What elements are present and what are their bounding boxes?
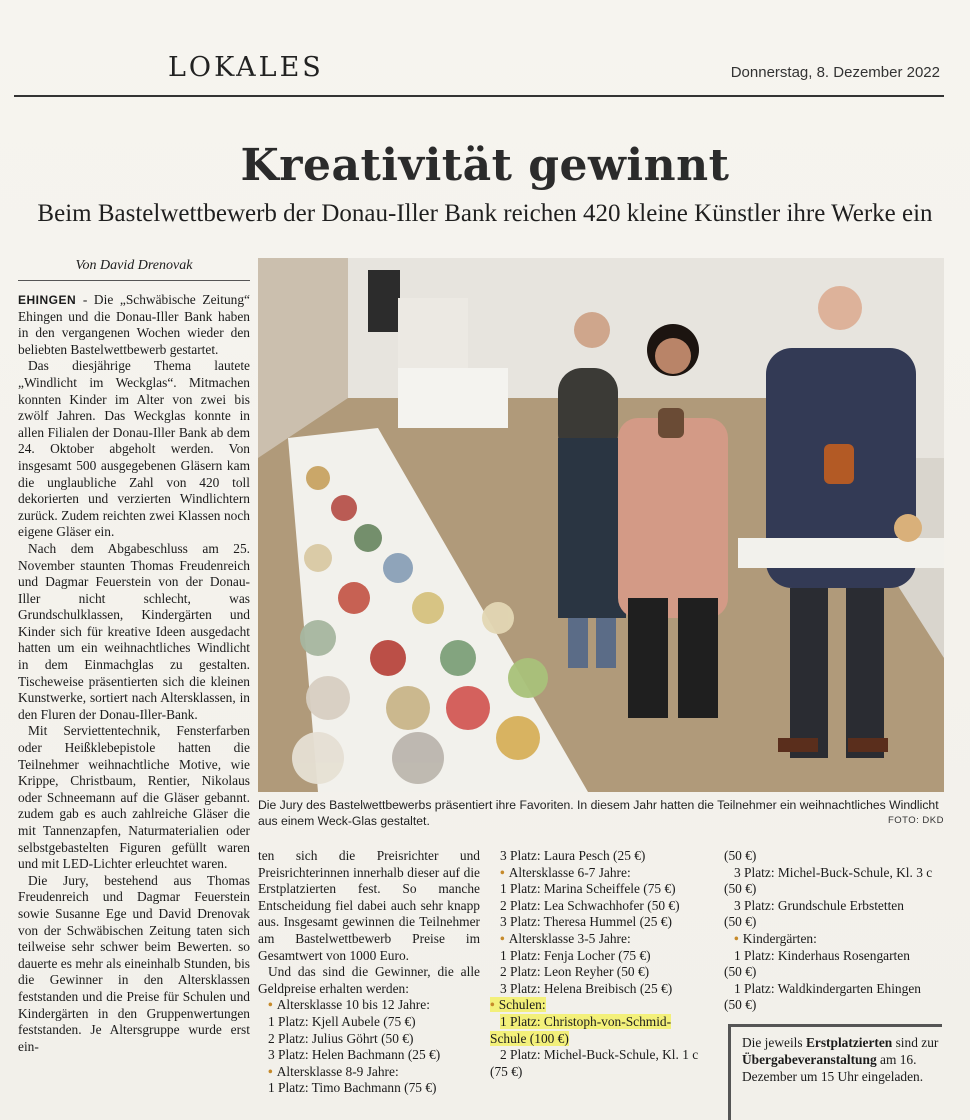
c4-prize-line: (50 €) [724,881,757,897]
bullet-icon: • [734,930,739,946]
c2-winner-line: 3 Platz: Helen Bachmann (25 €) [268,1047,441,1063]
c2-category-text: Altersklasse 10 bis 12 Jahre: [276,997,430,1013]
photo-caption: Die Jury des Bastelwettbewerbs präsentiert ihre Favoriten. In diesem Jahr hatten die Teilnehmer ein weihnachtliches Windlicht aus einem Weck-Glas gestaltet. [258,798,939,828]
c3-winner-line: 3 Platz: Helena Breibisch (25 €) [500,980,673,996]
school-second-place-2: (75 €) [490,1063,523,1079]
bullet-icon: • [268,1063,273,1079]
headline: Kreativität gewinnt [240,140,730,191]
winners-list-col3 [490,848,712,997]
bullet-icon: • [500,864,505,880]
info-bold-1: Erstplatzierten [805,1035,893,1050]
page-header [14,48,944,100]
issue-date: Donnerstag, 8. Dezember 2022 [730,64,940,81]
info-text-3: am 16. Dezember um 15 Uhr eingeladen. [742,1052,924,1084]
paragraph-5: Die Jury, bestehend aus Thomas Freudenreich und Dagmar Feuerstein sowie Susanne Ege und David Drenovak von der Schwäbischen Zeitung taten sich teilweise sehr schwer beim Bewerten. so dauerte es mehr als eineinhalb Stunden, bis die Gewinner in den Altersklassen feststanden und die Preise für Schulen und Kindergärten in den Gruppenwertungen feststanden. Je Altersgruppe wurde erst ein- [18,872,250,1054]
info-text-1: Die jeweils [742,1035,806,1050]
paragraph-1 [18,292,250,358]
school-first-place-line1: 1 Platz: Christoph-von-Schmid- [500,1013,672,1029]
c3-category-text: Altersklasse 6-7 Jahre: [508,864,631,880]
c2-category-text: Altersklasse 8-9 Jahre: [276,1063,399,1079]
c4-winner-line: 3 Platz: Michel-Buck-Schule, Kl. 3 c [734,864,933,880]
school-second-place: 2 Platz: Michel-Buck-Schule, Kl. 1 c [500,1047,699,1063]
article-column-1 [18,292,250,1055]
c3-winner-line: 3 Platz: Theresa Hummel (25 €) [500,914,672,930]
photo-jury-with-jars [258,258,944,792]
c4-winner-line: 1 Platz: Waldkindergarten Ehingen [734,980,921,996]
school-first-place [490,1014,712,1031]
bullet-icon: • [490,997,495,1013]
article-photo [258,258,944,792]
c4-winner-line: 3 Platz: Grundschule Erbstetten [734,897,904,913]
c4-category-heading [724,931,942,948]
bullet-icon: • [268,997,273,1013]
c4-winner-line: 1 Platz: Kinderhaus Rosengarten [734,947,910,963]
info-text-2: sind zur [892,1035,939,1050]
col2-paragraph-1: ten sich die Preisrichter und Preisrichterinnen innerhalb dieser auf die Erstplatzierten fest. So manche Entscheidung fiel dabei auch sehr knapp aus. Insgesamt gewinnen die Teilnehmer am Bastelwettbewerb Preise im Gesamtwert von 1000 Euro. [258,848,480,963]
article-column-2 [258,848,480,1097]
info-bold-2: Übergabeveranstaltung [742,1052,877,1067]
c2-category-heading [258,997,480,1014]
paragraph-1-text: - Die „Schwäbische Zeitung“ Ehingen und die Donau-Iller Bank haben in den vergangenen Wochen wieder den beliebten Bastelwettbewerb gestartet. [18,292,250,357]
paragraph-3: Nach dem Abgabeschluss am 25. November staunten Thomas Freudenreich und Dagmar Feuerstein von der Donau-Iller nicht schlecht, was Grundschulklassen, Kindergärten und Kinder sich für kreative Ideen ausgedacht hatten um ein weihnachtliches Windlicht in dem Einmachglas zu gestalten. Tischeweise präsentierten sich die kleinen Kunstwerke, sortiert nach Altersklassen, in den Fluren der Donau-Iller-Bank. [18,540,250,722]
schools-heading [490,997,712,1014]
article-column-3 [490,848,712,1080]
c2-winner-line: 2 Platz: Julius Göhrt (50 €) [268,1030,414,1046]
paragraph-2: Das diesjährige Thema lautete „Windlicht im Weckglas“. Mitmachen konnten Kinder im Alter von zwei bis zwölf Jahren. Das Weckglas konnte in allen Filialen der Donau-Iller Bank ab dem 24. Oktober abgeholt werden. Von insgesamt 500 ausgegebenen Gläsern kam die unglaubliche Zahl von 420 toll dekorierten und verzierten Windlichtern zurück. Zudem reichten zwei Klassen noch eigene Gläser ein. [18,358,250,540]
winners-list-col4 [724,848,942,1014]
c4-prize-line: (50 €) [724,997,757,1013]
c2-winner-line: 1 Platz: Kjell Aubele (75 €) [268,1013,416,1029]
c4-category-text: Kindergärten: [742,930,817,946]
paragraph-4: Mit Serviettentechnik, Fensterfarben oder Heißklebepistole hatten die Teilnehmer weihnachtliche Motive, wie Krippe, Christbaum, Rentier, Nikolaus oder Schneemann auf die Gläser gebannt. zudem gab es auch zahlreiche Gläser die mit Tannenzapfen, Naturmaterialien oder selbstgebastelten Figuren gefüllt waren und mit LED-Lichter erleuchtet waren. [18,723,250,872]
winners-list-col2 [258,997,480,1097]
col2-paragraph-2: Und das sind die Gewinner, die alle Geldpreise erhalten werden: [258,964,480,996]
subhead: Beim Bastelwettbewerb der Donau-Iller Bank reichen 420 kleine Künstler ihre Werke ein [37,200,933,227]
dateline: EHINGEN [18,293,77,307]
c3-winner-line: 1 Platz: Marina Scheiffele (75 €) [500,881,676,897]
c3-category-heading [490,931,712,948]
bullet-icon: • [500,930,505,946]
c3-winner-line: 1 Platz: Fenja Locher (75 €) [500,947,651,963]
header-rule [14,95,944,97]
c3-category-heading [490,865,712,882]
photo-credit: FOTO: DKD [887,815,944,826]
c3-category-text: Altersklasse 3-5 Jahre: [508,930,631,946]
byline-block [18,258,250,285]
school-first-place-line2: Schule (100 €) [490,1030,569,1046]
byline: Von David Drenovak [18,258,250,281]
c4-prize-line: (50 €) [724,848,757,863]
c3-winner-line: 3 Platz: Laura Pesch (25 €) [500,848,646,863]
c3-winner-line: 2 Platz: Lea Schwachhofer (50 €) [500,897,680,913]
article-column-4 [724,848,942,1014]
schools-heading-text: Schulen: [498,997,546,1013]
c4-prize-line: (50 €) [724,914,757,930]
c3-winner-line: 2 Platz: Leon Reyher (50 €) [500,964,650,980]
c2-winner-line: 1 Platz: Timo Bachmann (75 €) [268,1080,437,1096]
info-box-text [742,1034,942,1085]
c2-category-heading [258,1064,480,1081]
school-first-place-2 [490,1031,712,1048]
c4-prize-line: (50 €) [724,964,757,980]
section-title: LOKALES [168,52,324,83]
